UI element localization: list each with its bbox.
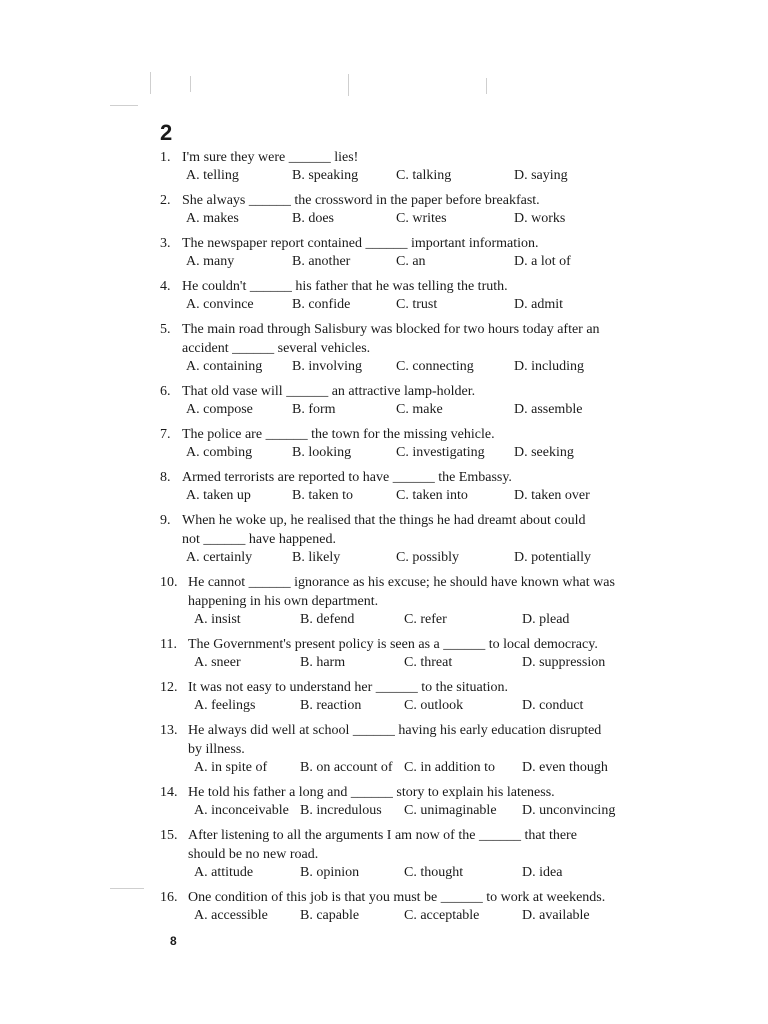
answer-option: C. threat: [404, 655, 453, 670]
question-item: [160, 826, 650, 882]
question-item: [160, 191, 650, 228]
answer-option: D. suppression: [522, 655, 606, 670]
question-item: [160, 234, 650, 271]
answer-option: C. possibly: [396, 550, 460, 565]
answer-option: B. involving: [292, 359, 363, 374]
answer-option: B. capable: [300, 908, 360, 923]
question-stem: [160, 425, 650, 444]
answer-options: [160, 907, 650, 925]
answer-option: C. talking: [396, 168, 452, 183]
scan-artifact-line: [110, 888, 144, 889]
question-stem: [160, 148, 650, 167]
answer-options: [160, 487, 650, 505]
answer-option: D. plead: [522, 612, 570, 627]
answer-option: B. speaking: [292, 168, 359, 183]
question-item: [160, 573, 650, 629]
answer-option: D. conduct: [522, 698, 584, 713]
question-stem: [160, 468, 650, 487]
section-number: 2: [160, 120, 173, 145]
question-text: When he woke up, he realised that the things he had dreamt about could: [182, 513, 586, 528]
answer-option: D. potentially: [514, 550, 591, 565]
answer-option: A. inconceivable: [194, 803, 289, 818]
question-number: 13.: [160, 723, 178, 738]
question-item: [160, 382, 650, 419]
answer-options: [160, 759, 650, 777]
question-text: He told his father a long and ______ story to explain his lateness.: [188, 785, 555, 800]
question-text: The Government's present policy is seen as a ______ to local democracy.: [188, 637, 598, 652]
question-text-continued: happening in his own department.: [188, 594, 379, 609]
question-text: He always did well at school ______ having his early education disrupted: [188, 723, 602, 738]
answer-option: C. in addition to: [404, 760, 495, 775]
answer-option: B. likely: [292, 550, 341, 565]
question-stem: [160, 382, 650, 401]
question-stem: [160, 826, 650, 845]
question-number: 10.: [160, 575, 178, 590]
question-item: [160, 721, 650, 777]
question-text: She always ______ the crossword in the paper before breakfast.: [182, 193, 540, 208]
answer-option: B. does: [292, 211, 334, 226]
answer-option: A. convince: [186, 297, 254, 312]
answer-option: A. many: [186, 254, 235, 269]
question-number: 12.: [160, 680, 178, 695]
answer-options: [160, 253, 650, 271]
answer-option: D. assemble: [514, 402, 583, 417]
question-stem: [160, 635, 650, 654]
answer-options: [160, 444, 650, 462]
question-number: 9.: [160, 513, 171, 528]
answer-option: A. in spite of: [194, 760, 268, 775]
question-number: 3.: [160, 236, 171, 251]
answer-option: C. unimaginable: [404, 803, 497, 818]
question-number: 6.: [160, 384, 171, 399]
answer-option: A. attitude: [194, 865, 254, 880]
answer-option: A. taken up: [186, 488, 251, 503]
answer-option: A. containing: [186, 359, 263, 374]
answer-option: A. sneer: [194, 655, 241, 670]
question-number: 15.: [160, 828, 178, 843]
answer-option: D. unconvincing: [522, 803, 616, 818]
answer-option: C. trust: [396, 297, 438, 312]
question-stem: [160, 234, 650, 253]
page-number: 8: [170, 934, 177, 948]
scan-artifact-line: [348, 74, 349, 96]
question-stem: [160, 320, 650, 339]
answer-option: D. a lot of: [514, 254, 571, 269]
question-stem: [160, 783, 650, 802]
answer-option: A. certainly: [186, 550, 253, 565]
answer-option: B. another: [292, 254, 351, 269]
scan-artifact-line: [150, 72, 151, 94]
question-text-continued: accident ______ several vehicles.: [182, 341, 371, 356]
answer-option: C. connecting: [396, 359, 474, 374]
answer-option: A. insist: [194, 612, 241, 627]
question-number: 4.: [160, 279, 171, 294]
question-item: [160, 511, 650, 567]
answer-option: D. seeking: [514, 445, 574, 460]
question-stem: [160, 721, 650, 740]
answer-option: C. refer: [404, 612, 447, 627]
question-number: 1.: [160, 150, 171, 165]
answer-option: C. an: [396, 254, 426, 269]
question-item: [160, 468, 650, 505]
answer-options: [160, 697, 650, 715]
question-item: [160, 678, 650, 715]
question-text: The main road through Salisbury was blocked for two hours today after an: [182, 322, 600, 337]
question-list: [160, 148, 650, 931]
question-number: 7.: [160, 427, 171, 442]
question-text: He cannot ______ ignorance as his excuse; he should have known what was: [188, 575, 615, 590]
answer-option: B. harm: [300, 655, 346, 670]
question-text: One condition of this job is that you must be ______ to work at weekends.: [188, 890, 606, 905]
question-stem: [160, 888, 650, 907]
question-item: [160, 148, 650, 185]
answer-option: B. form: [292, 402, 336, 417]
answer-option: A. compose: [186, 402, 253, 417]
question-text: The newspaper report contained ______ important information.: [182, 236, 539, 251]
answer-options: [160, 864, 650, 882]
question-text: He couldn't ______ his father that he was telling the truth.: [182, 279, 508, 294]
answer-option: C. taken into: [396, 488, 468, 503]
answer-option: D. available: [522, 908, 590, 923]
answer-option: A. makes: [186, 211, 239, 226]
question-number: 16.: [160, 890, 178, 905]
question-text: After listening to all the arguments I am now of the ______ that there: [188, 828, 577, 843]
question-text-continued: by illness.: [188, 742, 245, 757]
answer-option: C. thought: [404, 865, 464, 880]
answer-option: A. telling: [186, 168, 239, 183]
answer-option: A. feelings: [194, 698, 256, 713]
answer-options: [160, 654, 650, 672]
scan-artifact-line: [110, 105, 138, 106]
question-stem: [160, 678, 650, 697]
question-text: The police are ______ the town for the missing vehicle.: [182, 427, 495, 442]
question-text: That old vase will ______ an attractive lamp-holder.: [182, 384, 476, 399]
answer-option: B. looking: [292, 445, 352, 460]
answer-option: B. opinion: [300, 865, 360, 880]
question-stem: [160, 511, 650, 530]
answer-options: [160, 401, 650, 419]
question-item: [160, 425, 650, 462]
answer-option: D. works: [514, 211, 566, 226]
answer-option: C. outlook: [404, 698, 464, 713]
answer-option: B. reaction: [300, 698, 362, 713]
answer-option: D. including: [514, 359, 584, 374]
answer-option: D. saying: [514, 168, 568, 183]
answer-options: [160, 802, 650, 820]
answer-option: A. combing: [186, 445, 253, 460]
question-text-continued: should be no new road.: [188, 847, 319, 862]
answer-option: B. confide: [292, 297, 351, 312]
answer-option: A. accessible: [194, 908, 268, 923]
question-stem: [160, 191, 650, 210]
question-item: [160, 783, 650, 820]
answer-options: [160, 549, 650, 567]
question-text: I'm sure they were ______ lies!: [182, 150, 359, 165]
question-number: 5.: [160, 322, 171, 337]
answer-option: C. make: [396, 402, 443, 417]
answer-options: [160, 167, 650, 185]
question-item: [160, 635, 650, 672]
answer-options: [160, 210, 650, 228]
answer-option: B. taken to: [292, 488, 354, 503]
answer-option: B. defend: [300, 612, 355, 627]
question-item: [160, 320, 650, 376]
answer-option: D. taken over: [514, 488, 590, 503]
question-item: [160, 277, 650, 314]
answer-option: B. incredulous: [300, 803, 382, 818]
question-text: Armed terrorists are reported to have ______ the Embassy.: [182, 470, 512, 485]
answer-option: B. on account of: [300, 760, 393, 775]
question-item: [160, 888, 650, 925]
question-number: 2.: [160, 193, 171, 208]
answer-option: D. admit: [514, 297, 563, 312]
answer-options: [160, 611, 650, 629]
question-number: 14.: [160, 785, 178, 800]
question-number: 11.: [160, 637, 177, 652]
answer-option: C. acceptable: [404, 908, 480, 923]
answer-option: C. writes: [396, 211, 447, 226]
answer-options: [160, 296, 650, 314]
answer-option: D. idea: [522, 865, 563, 880]
scan-artifact-line: [190, 76, 191, 92]
question-number: 8.: [160, 470, 171, 485]
answer-options: [160, 358, 650, 376]
scan-artifact-line: [486, 78, 487, 94]
question-stem: [160, 277, 650, 296]
answer-option: C. investigating: [396, 445, 485, 460]
answer-option: D. even though: [522, 760, 608, 775]
question-text-continued: not ______ have happened.: [182, 532, 336, 547]
question-stem: [160, 573, 650, 592]
question-text: It was not easy to understand her ______ to the situation.: [188, 680, 508, 695]
